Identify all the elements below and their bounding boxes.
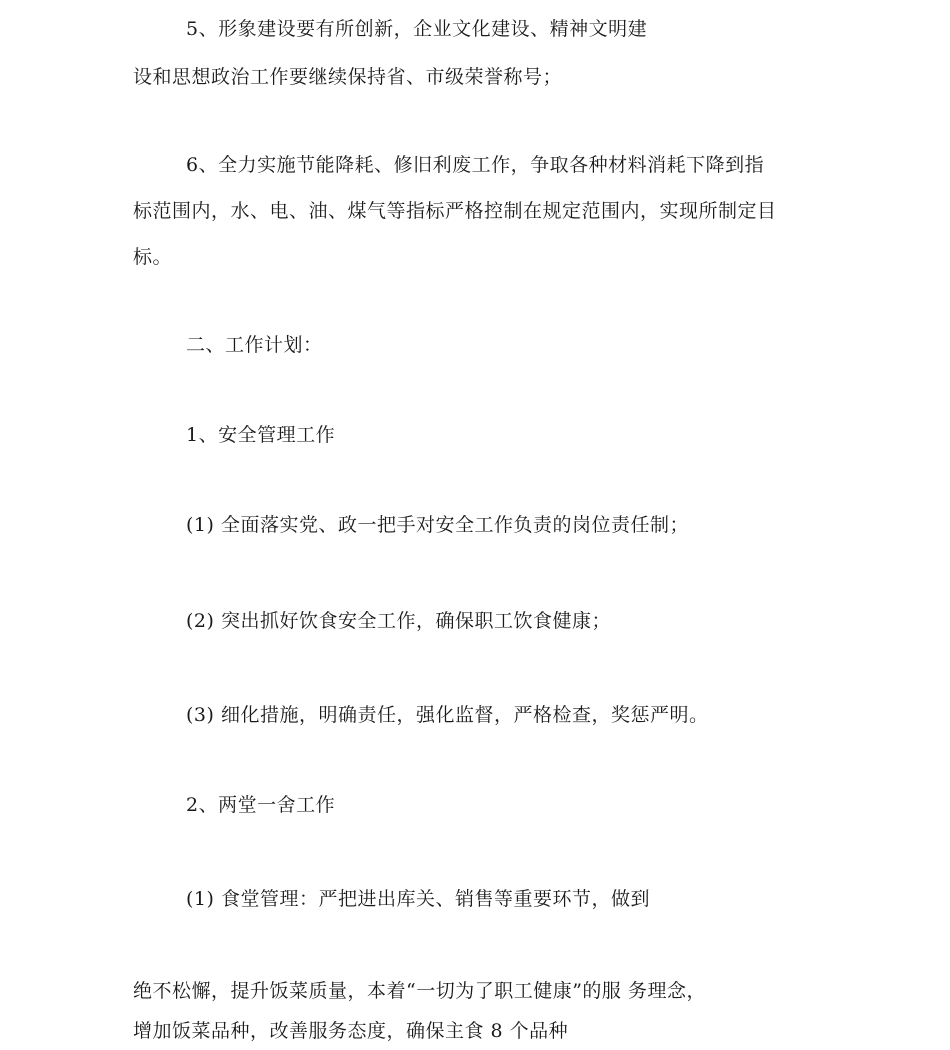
paragraph-item-5-line-1: 5、形象建设要有所创新，企业文化建设、精神文明建 [186,18,648,40]
safety-item-1: (1) 全面落实党、政一把手对安全工作负责的岗位责任制； [186,514,689,536]
canteen-item-1-line-3: 增加饭菜品种，改善服务态度，确保主食 8 个品种 [133,1020,569,1042]
safety-item-3: (3) 细化措施，明确责任，强化监督，严格检查，奖惩严明。 [186,704,709,726]
canteen-item-1-line-1: (1) 食堂管理：严把进出库关、销售等重要环节，做到 [186,888,650,910]
canteen-item-1-line-2: 绝不松懈，提升饭菜质量，本着“一切为了职工健康”的服 务理念， [133,980,706,1002]
paragraph-item-6-line-3: 标。 [133,246,173,268]
subheading-canteen-dormitory: 2、两堂一舍工作 [186,794,336,816]
paragraph-item-5-line-2: 设和思想政治工作要继续保持省、市级荣誉称号； [133,66,563,88]
subheading-safety-management: 1、安全管理工作 [186,424,336,446]
paragraph-item-6-line-2: 标范围内，水、电、油、煤气等指标严格控制在规定范围内，实现所制定目 [133,200,777,222]
safety-item-2: (2) 突出抓好饮食安全工作，确保职工饮食健康； [186,610,611,632]
section-heading-work-plan: 二、工作计划： [186,334,323,356]
paragraph-item-6-line-1: 6、全力实施节能降耗、修旧利废工作，争取各种材料消耗下降到指 [186,154,765,176]
